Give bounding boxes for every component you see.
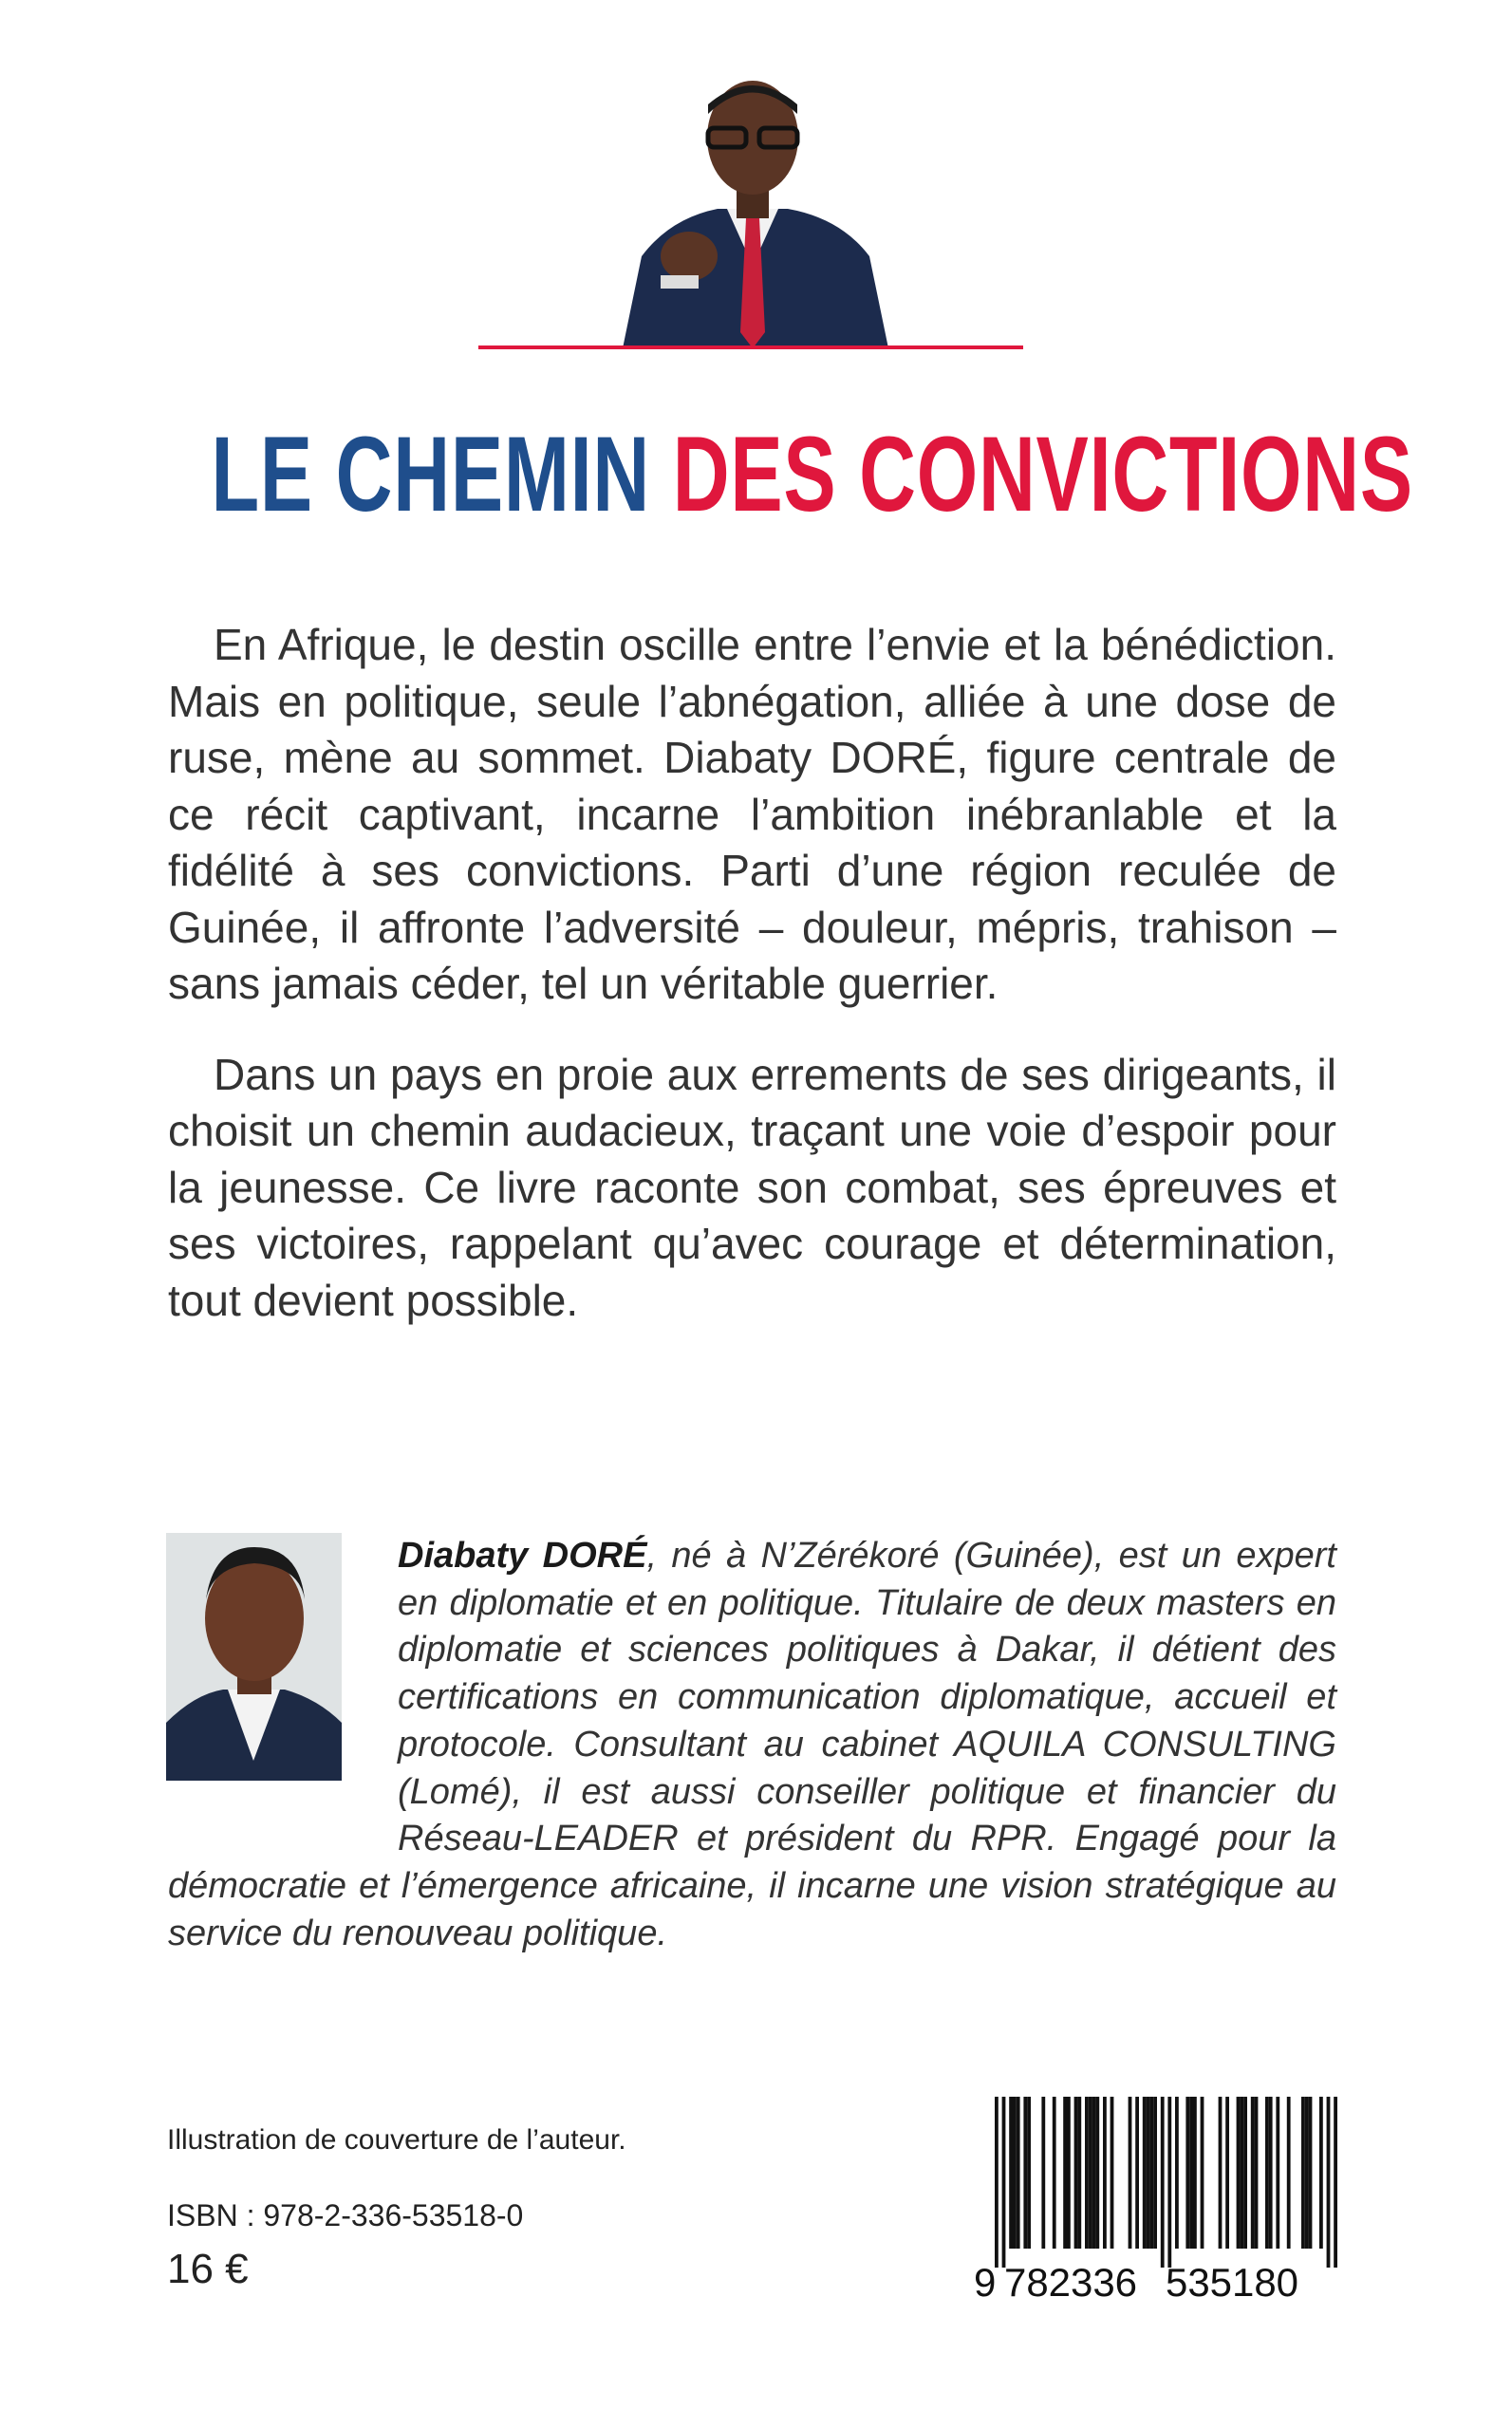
- blurb-paragraph: En Afrique, le destin oscille entre l’envie et la bénédiction. Mais en politique, seule l’abnégation, alliée à une dose de ruse, mène au sommet. Diabaty DORÉ, figure centrale de ce récit captivant, incarne l’ambition inébranlable et la fidélité à ses convictions. Parti d’une région reculée de Guinée, il affronte l’adversité – douleur, mépris, trahison – sans jamais céder, tel un véritable guerrier.: [168, 620, 1336, 1008]
- barcode-bar: [1193, 2097, 1197, 2249]
- barcode-bar: [1074, 2097, 1078, 2249]
- blurb-paragraph: Dans un pays en proie aux errements de ses dirigeants, il choisit un chemin audacieux, traçant une voie d’espoir pour la jeunesse. Ce livre raconte son combat, ses épreuves et ses victoires, rappelant qu’avec courage et détermination, tout devient possible.: [168, 1049, 1336, 1325]
- barcode-bar: [1013, 2097, 1017, 2249]
- barcode-bar: [1334, 2097, 1337, 2268]
- barcode-bar: [1276, 2097, 1279, 2249]
- barcode-bar: [1153, 2097, 1157, 2249]
- barcode-digits-left: 782336: [1004, 2260, 1137, 2302]
- barcode-bar: [1023, 2097, 1027, 2249]
- barcode-bar: [1111, 2097, 1114, 2249]
- barcode-bar: [995, 2097, 999, 2268]
- barcode-bar: [1240, 2097, 1243, 2249]
- barcode-bar: [1147, 2097, 1150, 2249]
- author-bio: [168, 1533, 1336, 1957]
- barcode-bar: [1243, 2097, 1247, 2249]
- barcode-bar: [1063, 2097, 1067, 2249]
- barcode-bar: [1103, 2097, 1107, 2249]
- barcode-bar: [1287, 2097, 1291, 2249]
- barcode-digits-right: 535180: [1166, 2260, 1298, 2302]
- barcode-bar: [1319, 2097, 1323, 2249]
- barcode-bar: [1175, 2097, 1179, 2249]
- isbn-barcode: [968, 2093, 1348, 2302]
- barcode-bar: [1092, 2097, 1096, 2249]
- barcode-bar: [1237, 2097, 1241, 2249]
- barcode-bar: [1089, 2097, 1092, 2249]
- barcode-bar: [1301, 2097, 1305, 2249]
- barcode-bar: [1185, 2097, 1189, 2249]
- barcode-bar: [1041, 2097, 1045, 2249]
- barcode-bar: [1219, 2097, 1223, 2249]
- barcode-bar: [1149, 2097, 1153, 2249]
- barcode-bar: [1077, 2097, 1081, 2249]
- cover-credit: Illustration de couverture de l’auteur.: [167, 2124, 626, 2156]
- barcode-bar: [1327, 2097, 1331, 2268]
- barcode-bar: [1269, 2097, 1273, 2249]
- barcode-bar: [1067, 2097, 1071, 2249]
- barcode-bar: [1161, 2097, 1165, 2268]
- barcode-bar: [1225, 2097, 1229, 2249]
- barcode-bar: [1167, 2097, 1171, 2268]
- barcode-bar: [1002, 2097, 1006, 2268]
- barcode-bar: [1143, 2097, 1147, 2249]
- barcode-bar: [1129, 2097, 1132, 2249]
- author-name: Diabaty DORÉ: [398, 1536, 647, 1576]
- bio-text: , né à N’Zérékoré (Guinée), est un expert en diplomatie et en politique. Titulaire de deux masters en diplomatie et sciences politiques à Dakar, il détient des certifications en communication diplomatique, accueil et protocole. Consultant au cabinet AQUILA CONSULTING (Lomé), il est aussi conseiller politique et financier du Réseau-LEADER et président du RPR. Engagé pour la démocratie et l’émergence africaine, il incarne une vision stratégique au service du renouveau politique.: [168, 1536, 1336, 1953]
- barcode-bar: [1095, 2097, 1099, 2249]
- title-divider: [478, 345, 1023, 349]
- title-part-red: DES CONVICTIONS: [672, 415, 1413, 533]
- barcode-bar: [1309, 2097, 1313, 2249]
- book-title: [0, 408, 1512, 541]
- barcode-bar: [1027, 2097, 1031, 2249]
- barcode-bar: [1135, 2097, 1139, 2249]
- barcode-digit-first: 9: [974, 2260, 997, 2302]
- barcode-bar: [1085, 2097, 1089, 2249]
- author-photo: [166, 1533, 342, 1781]
- barcode-bar: [1305, 2097, 1309, 2249]
- title-part-blue: LE CHEMIN: [211, 415, 650, 533]
- blurb: [168, 617, 1336, 1363]
- author-portrait-pointing: [604, 76, 902, 348]
- price: 16 €: [167, 2246, 249, 2292]
- barcode-bar: [1053, 2097, 1056, 2249]
- barcode-bar: [1009, 2097, 1013, 2249]
- barcode-bar: [1265, 2097, 1269, 2249]
- barcode-bar: [1251, 2097, 1255, 2249]
- barcode-bar: [1201, 2097, 1204, 2249]
- barcode-bar: [1255, 2097, 1259, 2249]
- barcode-bar: [1189, 2097, 1193, 2249]
- isbn: ISBN : 978-2-336-53518-0: [167, 2198, 524, 2232]
- barcode-bar: [1017, 2097, 1020, 2249]
